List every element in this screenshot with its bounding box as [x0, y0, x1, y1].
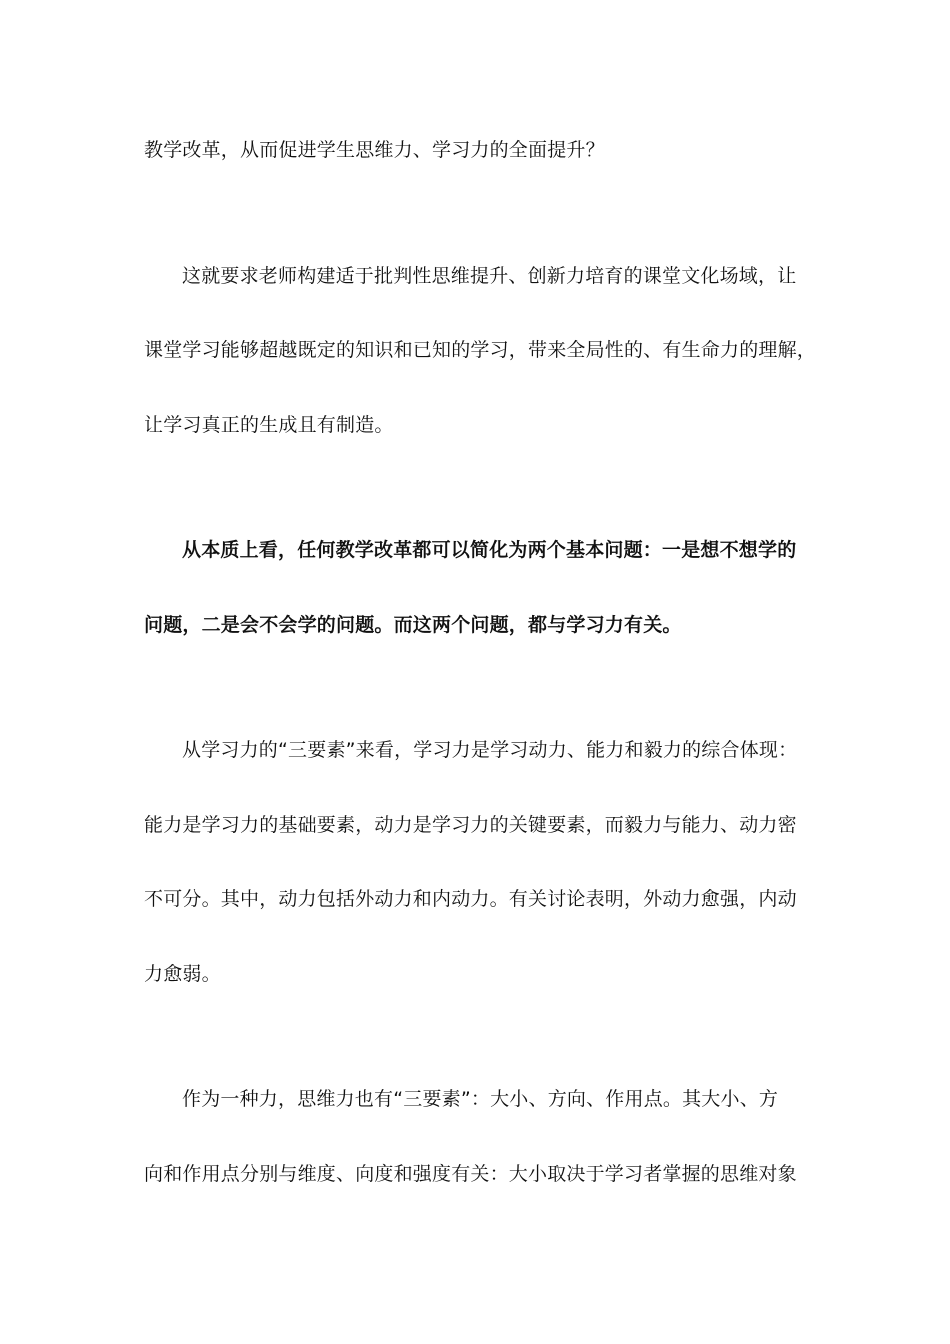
paragraph-2-line-1: 这就要求老师构建适于批判性思维提升、创新力培育的课堂文化场域，让 — [182, 265, 797, 287]
paragraph-1-line-1: 教学改革，从而促进学生思维力、学习力的全面提升？ — [144, 139, 605, 161]
paragraph-4-line-2: 能力是学习力的基础要素，动力是学习力的关键要素，而毅力与能力、动力密 — [144, 814, 797, 836]
paragraph-3-line-1: 从本质上看，任何教学改革都可以简化为两个基本问题：一是想不想学的 — [182, 539, 797, 561]
paragraph-3-line-2: 问题，二是会不会学的问题。而这两个问题，都与学习力有关。 — [144, 614, 682, 636]
paragraph-5-line-1: 作为一种力，思维力也有“三要素”：大小、方向、作用点。其大小、方 — [182, 1088, 779, 1110]
paragraph-5-line-2: 向和作用点分别与维度、向度和强度有关：大小取决于学习者掌握的思维对象 — [144, 1163, 797, 1185]
paragraph-4-line-3: 不可分。其中，动力包括外动力和内动力。有关讨论表明，外动力愈强，内动 — [144, 888, 797, 910]
paragraph-4-line-1: 从学习力的“三要素”来看，学习力是学习动力、能力和毅力的综合体现： — [182, 739, 798, 761]
paragraph-4-line-4: 力愈弱。 — [144, 963, 221, 985]
paragraph-2-line-2: 课堂学习能够超越既定的知识和已知的学习，带来全局性的、有生命力的理解， — [144, 339, 817, 361]
paragraph-2-line-3: 让学习真正的生成且有制造。 — [144, 414, 394, 436]
